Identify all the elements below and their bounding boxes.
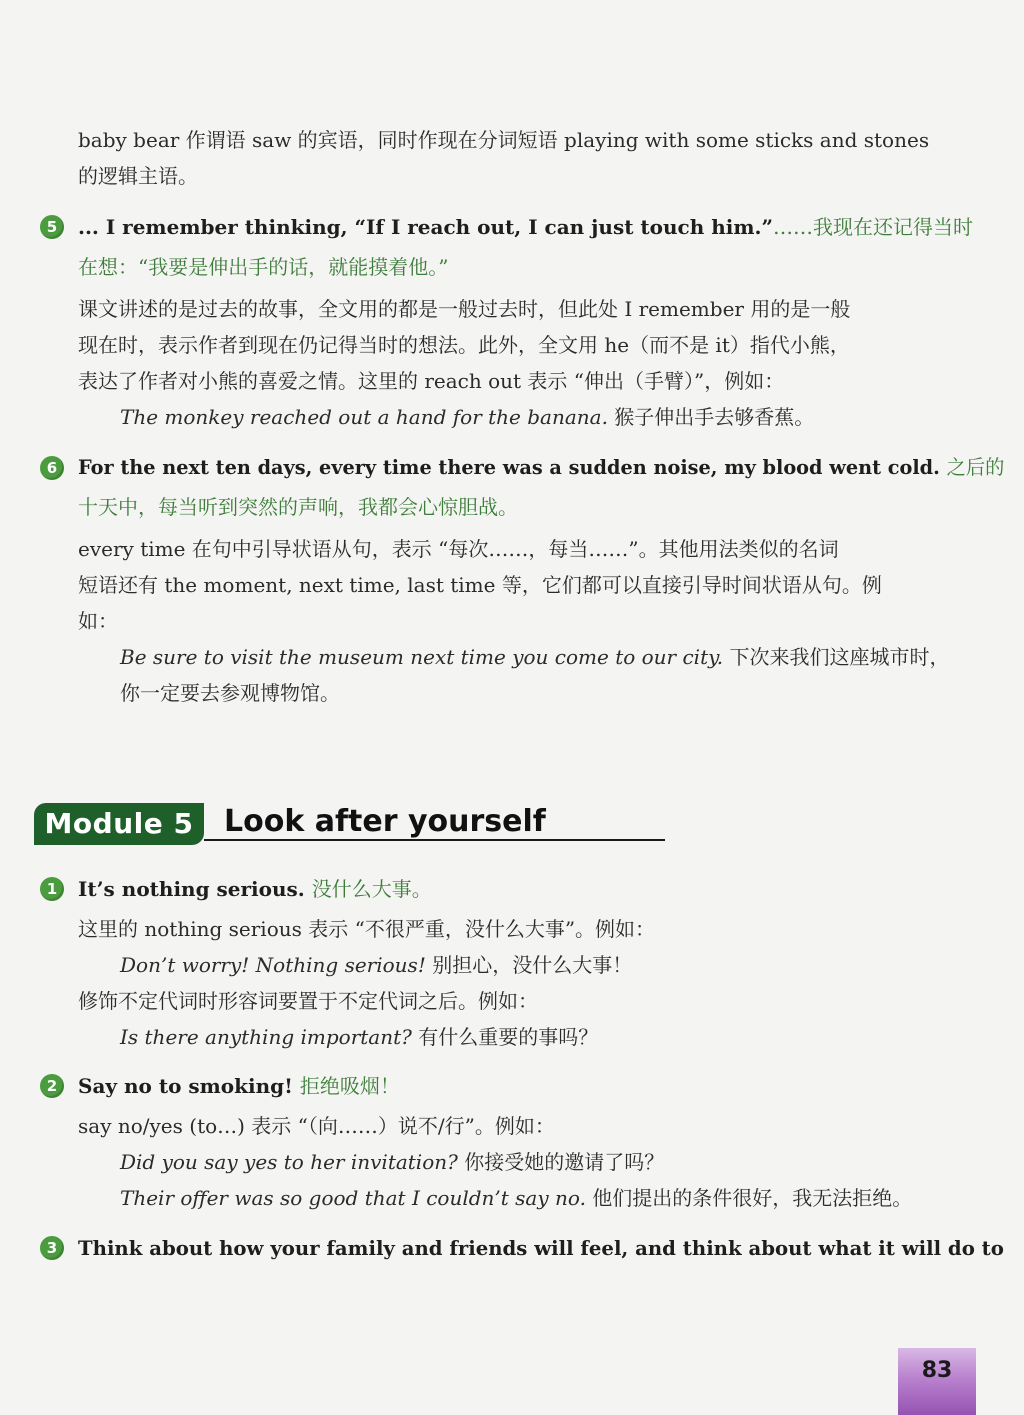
module-item-2-example-2-cn: 他们提出的条件很好，我无法拒绝。 [592, 1186, 913, 1210]
module-item-1-example-1-en: Don’t worry! Nothing serious! [120, 953, 426, 977]
module-item-1-heading-en: It’s nothing serious. [78, 877, 305, 901]
item-6-example-cn-part1: 下次来我们这座城市时， [729, 645, 950, 669]
module-badge: Module 5 [34, 803, 204, 845]
module-item-2-number-badge: 2 [40, 1074, 64, 1098]
module-item-1-number-badge: 1 [40, 877, 64, 901]
module-item-1-example-1 [120, 947, 632, 983]
module-item-2-example-2-en: Their offer was so good that I couldn’t say no. [120, 1186, 586, 1210]
module-item-1-heading [78, 869, 432, 909]
module-item-1-heading-cn: 没什么大事。 [311, 877, 432, 901]
module-item-1-example-1-cn: 别担心，没什么大事！ [432, 953, 633, 977]
module-title-underline [204, 839, 665, 841]
module-item-1-body-2: 修饰不定代词时形容词要置于不定代词之后。例如： [78, 989, 538, 1013]
item-5-heading-en: ... I remember thinking, “If I reach out, I can just touch him.” [78, 215, 773, 239]
module-item-2-heading-cn: 拒绝吸烟！ [299, 1074, 400, 1098]
item-6-heading-line-2 [78, 487, 518, 527]
item-6-body-2: 短语还有 the moment, next time, last time 等，它们都可以直接引导时间状语从句。例 [78, 573, 882, 597]
item-5-example-cn: 猴子伸出手去够香蕉。 [614, 405, 815, 429]
item-6-number-badge: 6 [40, 456, 64, 480]
item-5-body-2: 现在时，表示作者到现在仍记得当时的想法。此外，全文用 he（而不是 it）指代小熊， [78, 333, 850, 357]
module-item-1-example-2-en: Is there anything important? [120, 1025, 412, 1049]
item-5-example-en: The monkey reached out a hand for the banana. [120, 405, 608, 429]
module-item-2-example-1-en: Did you say yes to her invitation? [120, 1150, 458, 1174]
item-6-heading-cn-part1: 之后的 [946, 455, 1005, 479]
module-item-2-body-1: say no/yes (to…) 表示 “（向……）说不/行”。例如： [78, 1114, 555, 1138]
item-6-example-en: Be sure to visit the museum next time you come to our city. [120, 645, 724, 669]
item-6-example-line-1 [120, 639, 949, 675]
item-6-example-cn-part2: 你一定要去参观博物馆。 [120, 681, 340, 705]
module-item-3-number-badge: 3 [40, 1236, 64, 1260]
item-6-heading [78, 447, 1004, 487]
module-item-2-heading-en: Say no to smoking! [78, 1074, 293, 1098]
module-item-3-heading: Think about how your family and friends will feel, and think about what it will do to [78, 1236, 1004, 1260]
module-item-2-example-1-cn: 你接受她的邀请了吗？ [464, 1150, 665, 1174]
item-5-body-3: 表达了作者对小熊的喜爱之情。这里的 reach out 表示 “伸出（手臂）”，例如： [78, 369, 785, 393]
item-5-number-badge: 5 [40, 215, 64, 239]
page-number: 83 [898, 1348, 976, 1415]
item-6-body-3: 如： [78, 609, 118, 633]
intro-line-2: 的逻辑主语。 [78, 164, 198, 188]
item-6-example-line-2 [120, 675, 340, 711]
item-6-heading-cn-part2: 十天中，每当听到突然的声响，我都会心惊胆战。 [78, 495, 518, 519]
item-6-heading-en: For the next ten days, every time there was a sudden noise, my blood went cold. [78, 455, 940, 479]
module-item-1-body-1: 这里的 nothing serious 表示 “不很严重，没什么大事”。例如： [78, 917, 656, 941]
intro-line-1: baby bear 作谓语 saw 的宾语，同时作现在分词短语 playing with some sticks and stones [78, 128, 930, 152]
module-item-2-example-2 [120, 1180, 912, 1216]
module-item-1-example-2-cn: 有什么重要的事吗？ [418, 1025, 599, 1049]
item-5-heading-cn-part1: ……我现在还记得当时 [772, 215, 973, 239]
item-5-example [120, 399, 814, 435]
module-title: Look after yourself [224, 804, 546, 839]
item-5-heading-line-2 [78, 247, 448, 287]
module-item-2-heading [78, 1066, 400, 1106]
module-item-1-example-2 [120, 1019, 598, 1055]
item-5-heading-cn-part2: 在想：“我要是伸出手的话，就能摸着他。” [78, 255, 449, 279]
module-item-2-example-1 [120, 1144, 664, 1180]
item-6-body-1: every time 在句中引导状语从句，表示 “每次……，每当……”。其他用法类似的名词 [78, 537, 839, 561]
item-5-heading [78, 207, 973, 247]
item-5-body-1: 课文讲述的是过去的故事，全文用的都是一般过去时，但此处 I remember 用的是一般 [78, 297, 851, 321]
